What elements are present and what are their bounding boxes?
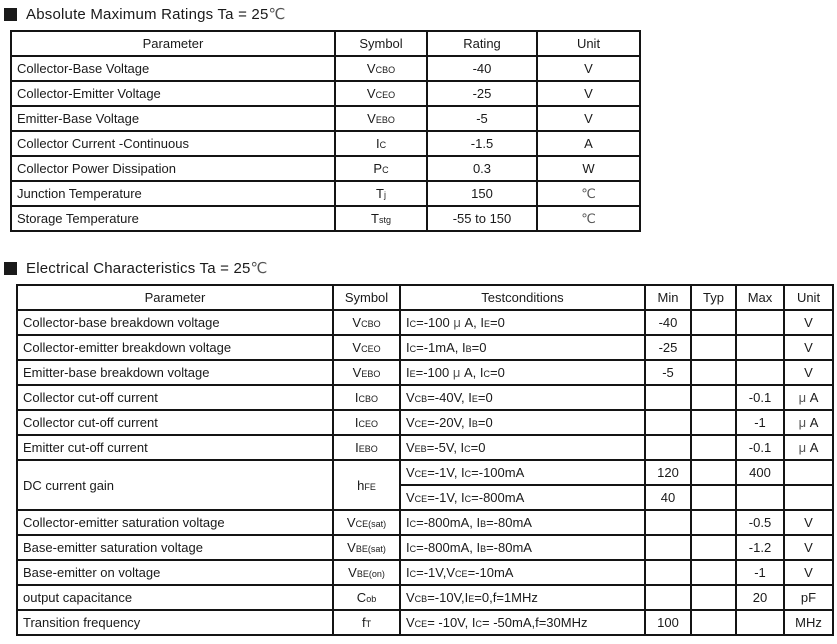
table-cell	[691, 435, 736, 460]
table-cell	[691, 460, 736, 485]
table-row	[11, 156, 640, 181]
table-row	[17, 560, 833, 585]
table-cell: 20	[736, 585, 784, 610]
table-cell	[691, 360, 736, 385]
table-cell: IC=-100 μ A, IE=0	[400, 310, 645, 335]
table-cell: -0.5	[736, 510, 784, 535]
table-cell: -1	[736, 410, 784, 435]
table-cell: 0.3	[427, 156, 537, 181]
table-cell: V	[537, 106, 640, 131]
black-square-icon	[4, 8, 17, 21]
table-row	[11, 206, 640, 231]
table-cell: VEBO	[333, 360, 400, 385]
column-header-symbol: Symbol	[333, 285, 400, 310]
table-cell	[784, 485, 833, 510]
table-cell: -5	[427, 106, 537, 131]
table-cell: VCBO	[333, 310, 400, 335]
section-title-text: Absolute Maximum Ratings Ta = 25℃	[26, 6, 286, 23]
electrical-characteristics-table	[16, 284, 834, 636]
table-cell	[691, 510, 736, 535]
table-cell: VCB=-40V, IE=0	[400, 385, 645, 410]
table-cell: VCE= -10V, IC= -50mA,f=30MHz	[400, 610, 645, 635]
column-header-parameter: Parameter	[11, 31, 335, 56]
table-cell: IEBO	[333, 435, 400, 460]
table-cell	[691, 535, 736, 560]
table-cell: -5	[645, 360, 691, 385]
table-row	[17, 360, 833, 385]
table-cell: VCE=-1V, IC=-800mA	[400, 485, 645, 510]
table-cell: V	[537, 81, 640, 106]
table-cell: Collector cut-off current	[17, 410, 333, 435]
table-cell: output capacitance	[17, 585, 333, 610]
table-row	[17, 610, 833, 635]
absolute-maximum-ratings-table	[10, 30, 641, 232]
table-cell: VEB=-5V, IC=0	[400, 435, 645, 460]
section-absolute-maximum-ratings	[0, 5, 837, 232]
table-row	[17, 410, 833, 435]
table-cell	[691, 310, 736, 335]
table-cell: Collector Power Dissipation	[11, 156, 335, 181]
table-cell: Collector-Base Voltage	[11, 56, 335, 81]
table-cell: VCB=-10V,IE=0,f=1MHz	[400, 585, 645, 610]
table-cell: V	[784, 335, 833, 360]
table-cell: -55 to 150	[427, 206, 537, 231]
table-cell	[645, 435, 691, 460]
table-cell	[691, 385, 736, 410]
table-cell: 120	[645, 460, 691, 485]
table-row	[11, 106, 640, 131]
table-cell	[736, 335, 784, 360]
table-cell	[645, 535, 691, 560]
table-cell: Emitter-Base Voltage	[11, 106, 335, 131]
table-row	[17, 385, 833, 410]
table-cell	[736, 485, 784, 510]
column-header-min: Min	[645, 285, 691, 310]
table-cell: -40	[427, 56, 537, 81]
table-cell	[645, 410, 691, 435]
table-cell	[784, 460, 833, 485]
table-cell	[691, 585, 736, 610]
table-cell: Transition frequency	[17, 610, 333, 635]
table-row	[17, 510, 833, 535]
table-cell: Storage Temperature	[11, 206, 335, 231]
table-cell: Base-emitter saturation voltage	[17, 535, 333, 560]
column-header-unit: Unit	[784, 285, 833, 310]
table-cell: pF	[784, 585, 833, 610]
table-cell: W	[537, 156, 640, 181]
table-row	[17, 535, 833, 560]
table-cell: -1	[736, 560, 784, 585]
table-cell: VBE(sat)	[333, 535, 400, 560]
section-electrical-characteristics	[0, 259, 837, 636]
table-cell: ℃	[537, 206, 640, 231]
table-cell: V	[537, 56, 640, 81]
table-cell: -25	[427, 81, 537, 106]
table-cell: VCBO	[335, 56, 427, 81]
table-cell: Collector-Emitter Voltage	[11, 81, 335, 106]
table-row	[11, 56, 640, 81]
table-cell: Tj	[335, 181, 427, 206]
black-square-icon	[4, 262, 17, 275]
table-cell: IC=-1mA, IB=0	[400, 335, 645, 360]
table-cell: VBE(on)	[333, 560, 400, 585]
table-cell: Collector cut-off current	[17, 385, 333, 410]
table-cell: Collector Current -Continuous	[11, 131, 335, 156]
table-row	[17, 585, 833, 610]
table-cell: hFE	[333, 460, 400, 510]
table-cell: 100	[645, 610, 691, 635]
table-cell: V	[784, 310, 833, 335]
table-cell	[736, 310, 784, 335]
column-header-testconditions: Testconditions	[400, 285, 645, 310]
table-cell	[645, 510, 691, 535]
table-cell: VCE=-20V, IB=0	[400, 410, 645, 435]
table-cell: VCE=-1V, IC=-100mA	[400, 460, 645, 485]
table-cell: Junction Temperature	[11, 181, 335, 206]
column-header-max: Max	[736, 285, 784, 310]
table-cell: μ A	[784, 410, 833, 435]
table-cell	[691, 335, 736, 360]
header-row	[11, 31, 640, 56]
table-cell: Emitter-base breakdown voltage	[17, 360, 333, 385]
table-cell: -40	[645, 310, 691, 335]
table-cell: -1.2	[736, 535, 784, 560]
section-title	[4, 259, 837, 277]
table-cell: IC=-800mA, IB=-80mA	[400, 535, 645, 560]
table-cell: μ A	[784, 435, 833, 460]
table-cell	[736, 360, 784, 385]
column-header-parameter: Parameter	[17, 285, 333, 310]
column-header-unit: Unit	[537, 31, 640, 56]
table-cell: VEBO	[335, 106, 427, 131]
table-cell	[645, 560, 691, 585]
column-header-typ: Typ	[691, 285, 736, 310]
table-cell: fT	[333, 610, 400, 635]
table-row	[17, 435, 833, 460]
table-cell: IC=-1V,VCE=-10mA	[400, 560, 645, 585]
table-cell	[736, 610, 784, 635]
table-cell: ICBO	[333, 385, 400, 410]
table-row	[11, 181, 640, 206]
table-cell: PC	[335, 156, 427, 181]
header-row	[17, 285, 833, 310]
table-cell: Base-emitter on voltage	[17, 560, 333, 585]
column-header-symbol: Symbol	[335, 31, 427, 56]
table-cell	[691, 485, 736, 510]
table-cell: VCE(sat)	[333, 510, 400, 535]
table-cell: Collector-emitter saturation voltage	[17, 510, 333, 535]
table-row	[11, 81, 640, 106]
table-cell: V	[784, 560, 833, 585]
column-header-rating: Rating	[427, 31, 537, 56]
table-cell: MHz	[784, 610, 833, 635]
table-cell: V	[784, 535, 833, 560]
table-cell: -25	[645, 335, 691, 360]
table-row	[17, 335, 833, 360]
section-title-text: Electrical Characteristics Ta = 25℃	[26, 260, 268, 277]
table-cell: IC=-800mA, IB=-80mA	[400, 510, 645, 535]
table-cell: -0.1	[736, 385, 784, 410]
table-cell: Collector-base breakdown voltage	[17, 310, 333, 335]
table-cell: 40	[645, 485, 691, 510]
table-cell: Collector-emitter breakdown voltage	[17, 335, 333, 360]
table-cell: IE=-100 μ A, IC=0	[400, 360, 645, 385]
table-cell: Emitter cut-off current	[17, 435, 333, 460]
table-cell: VCEO	[333, 335, 400, 360]
table-cell: 400	[736, 460, 784, 485]
table-cell: Tstg	[335, 206, 427, 231]
table-cell	[691, 560, 736, 585]
table-cell: Cob	[333, 585, 400, 610]
table-cell	[691, 410, 736, 435]
table-cell: VCEO	[335, 81, 427, 106]
section-title	[4, 5, 837, 23]
table-row	[17, 310, 833, 335]
table-cell: 150	[427, 181, 537, 206]
table-cell: A	[537, 131, 640, 156]
table-cell	[645, 385, 691, 410]
table-cell	[645, 585, 691, 610]
table-cell: IC	[335, 131, 427, 156]
table-cell: V	[784, 360, 833, 385]
table-cell	[691, 610, 736, 635]
table-cell: ICEO	[333, 410, 400, 435]
table-cell: -0.1	[736, 435, 784, 460]
table-cell: DC current gain	[17, 460, 333, 510]
table-row	[17, 460, 833, 485]
table-row	[11, 131, 640, 156]
table-cell: V	[784, 510, 833, 535]
table-cell: ℃	[537, 181, 640, 206]
table-cell: μ A	[784, 385, 833, 410]
table-cell: -1.5	[427, 131, 537, 156]
